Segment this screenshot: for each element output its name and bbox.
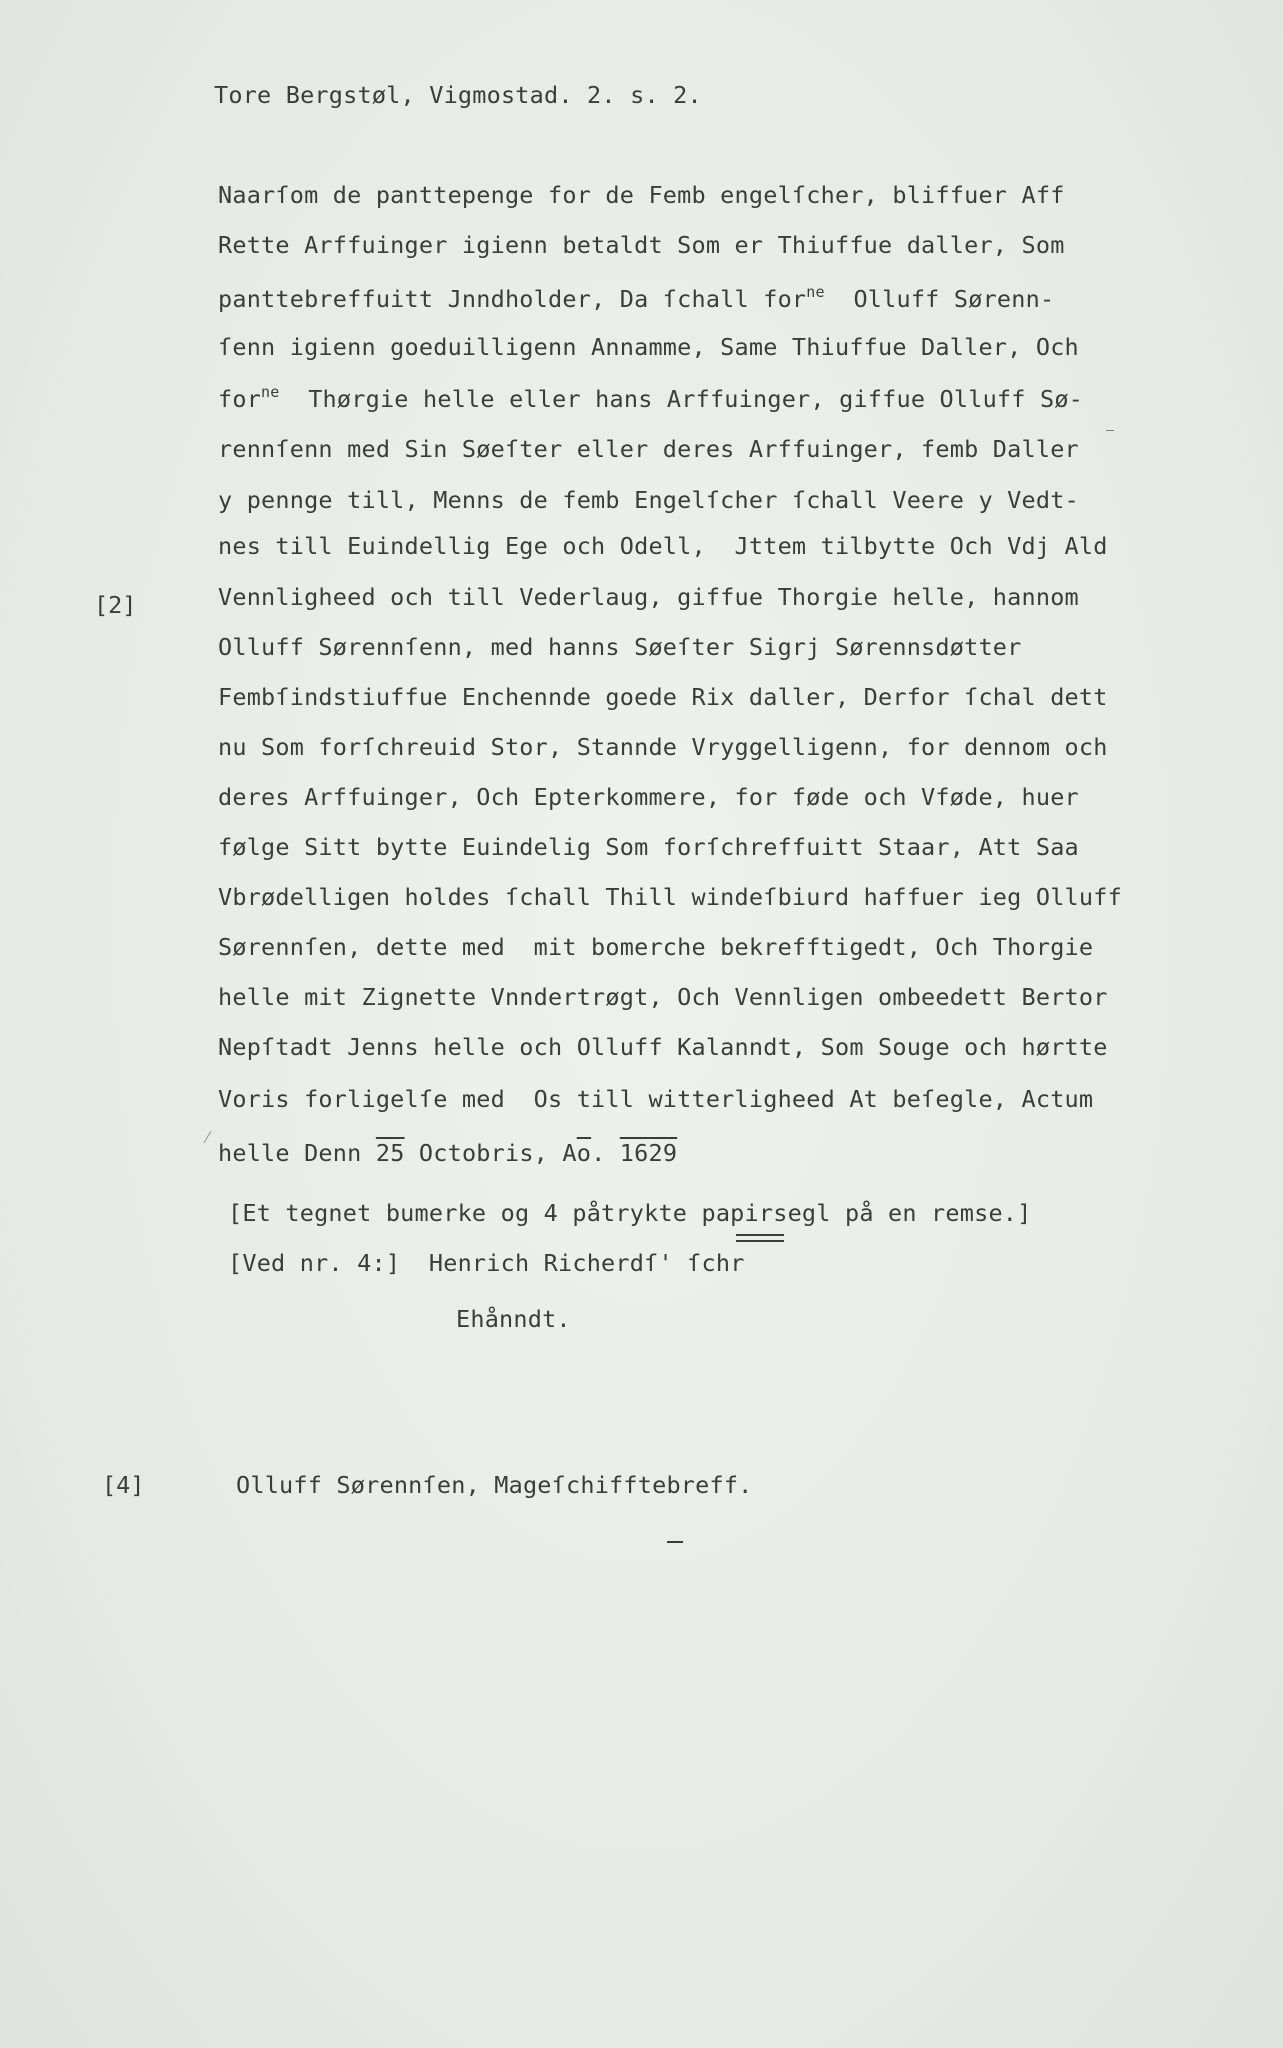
text-line: Olluff Sørennſenn, med hanns Søeſter Sigrj Sørennsdøtter [218,633,1022,661]
text-line: Sørennſen, dette med mit bomerche bekrefftigedt, Och Thorgie [218,933,1094,961]
text-line-date: helle Denn 25 Octobris, $A\overline{o}$. 1629 [218,1139,678,1167]
text-line: Vennligheed och till Vederlaug, giffue Thorgie helle, hannom [218,583,1079,611]
text-line: helle mit Zignette Vnndertrøgt, Och Vennligen ombeedett Bertor [218,983,1108,1011]
double-underline-mark [736,1234,784,1236]
stray-mark [204,1131,212,1144]
text-line: nes till Euindellig Ege och Odell, Jttem tilbytte Och Vdj Ald [218,532,1108,560]
signature-note: [Ved nr. 4:] Henrich Richerdſ' ſchr [228,1249,745,1277]
text-line: y pennge till, Menns de femb Engelſcher ſchall Veere y Vedt- [218,486,1079,514]
text-line: for$^{ne}$ Thørgie helle eller hans Arffuinger, giffue Olluff Sø- [218,383,1084,413]
margin-marker-4: [4] [102,1471,145,1499]
stray-mark [1106,430,1114,431]
text-line: Fembſindstiuffue Enchennde goede Rix daller, Derfor ſchal dett [218,683,1108,711]
text-line: følge Sitt bytte Euindelig Som forſchreffuitt Staar, Att Saa [218,833,1079,861]
text-line: Naarſom de panttepenge for de Femb engelſcher, bliffuer Aff [218,181,1065,209]
section-4-title: Olluff Sørennſen, Mageſchifftebreff. [236,1471,753,1499]
superscript-ne: ne [806,283,825,301]
text-line: Voris forligelſe med Os till witterligheed At beſegle, Actum [218,1085,1094,1113]
text-line: Rette Arffuinger igienn betaldt Som er Thiuffue daller, Som [218,231,1065,259]
text-line: nu Som forſchreuid Stor, Stannde Vryggelligenn, for dennom och [218,733,1108,761]
superscript-ne: ne [261,383,280,401]
stray-dash [667,1541,683,1543]
margin-marker-2: [2] [94,591,137,619]
double-underline-mark [736,1240,784,1242]
text-line: Vbrødelligen holdes ſchall Thill windeſbiurd haffuer ieg Olluff [218,883,1122,911]
text-line: ſenn igienn goeduilligenn Annamme, Same Thiuffue Daller, Och [218,333,1079,361]
text-line: Nepſtadt Jenns helle och Olluff Kalanndt, Som Souge och hørtte [218,1033,1108,1061]
text-line: deres Arffuinger, Och Epterkommere, for føde och Vføde, huer [218,783,1079,811]
signature-note-continued: Ehånndt. [456,1305,571,1333]
text-line: panttebreffuitt Jnndholder, Da ſchall for$^{ne}$ Olluff Sørenn- [218,283,1055,313]
page-header: Tore Bergstøl, Vigmostad. 2. s. 2. [214,81,702,109]
text-line: rennſenn med Sin Søeſter eller deres Arffuinger, femb Daller [218,435,1079,463]
seal-note: [Et tegnet bumerke og 4 påtrykte papirsegl på en remse.] [228,1199,1032,1227]
